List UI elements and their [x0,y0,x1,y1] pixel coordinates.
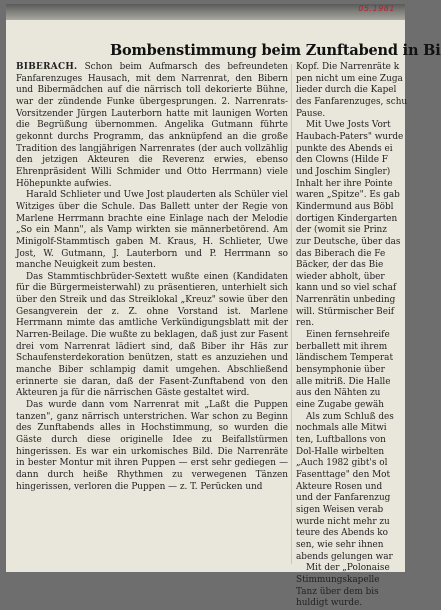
column-2-line: eine Zugabe gewäh [296,400,385,411]
paragraph-text: Schon beim Aufmarsch des befreundeten Fanfarenzuges Hausach, mit dem Narrenrat, den Bibern und Bibermädchen auf die närrisch toll dekorierte Bühne, war der zündende Funke übergesprungen. 2. Narrenrats-Vorsitzender Jürgen Lauterborn hatte mit launigen Worten die Begrüßung übernommen. Angelika Gutmann führte gekonnt durchs Programm, das anknüpfend an die große Tradition des langjährigen Narrenrates (der auch vollzählig den jetzigen Akteuren die Reverenz erwies, ebenso Ehrenpräsident Willi Schmider und Otto Herrmann) viele Höhepunkte aufwies. [16,62,288,189]
handwritten-date-note: 05.1981 [358,4,395,13]
column-2-line: Narrenrätin unbeding [296,295,396,306]
column-2-line: der (womit sie Prinz [296,225,387,236]
column-2-line: pen nicht um eine Zuga [296,73,403,84]
column-2-line: will. Stürmischer Beif [296,306,395,317]
column-2-line: berballett mit ihrem [296,341,388,352]
article-paragraph: Das Stammtischbrüder-Sextett wußte einen (Kandidaten für die Bürgermeisterwahl) zu präsentieren, unterhielt sich über den Streik und das Streiklokal „Kreuz" sowie über den Gesangverein der z. Z. ohne Vorstand ist. Marlene Herrmann mimte das amtliche Verkündigungsblatt mit der Narren-Beilage. Die wußte zu beklagen, daß just zur Fasent drei vom Narrenrat lädiert sind, daß Biber ihr Häs zur Schaufensterdekoration benützen, statt es anzuziehen und manche Biber schlampig damit umgehen. Abschließend erinnerte sie daran, daß der Fasent-Zunftabend von den Akteuren ja für die närrischen Gäste gestaltet wird. [16,271,288,399]
column-2-line: Mit der „Polonaise [306,563,390,574]
column-2-line: abends gelungen war [296,551,393,562]
article-column-1 [16,62,288,493]
column-2-line: ten, Luftballons von [296,435,386,445]
column-2-line: wurde nicht mehr zu [296,516,390,527]
column-2-line: Stimmungskapelle [296,574,380,585]
column-2-line: dortigen Kindergarten [296,213,398,224]
column-2-line: wieder abholt, über [296,271,385,282]
column-2-line: Kindermund aus Böbl [296,201,394,212]
column-2-line: Fasenttage" den Mot [296,469,391,480]
column-2-line: ren. [296,318,315,329]
column-2-line: huldigt wurde. [296,598,363,609]
article-paragraph: Das wurde dann vom Narrenrat mit „Laßt die Puppen tanzen", ganz närrisch unterstrichen. War schon zu Beginn des Zunftabends alles in Hochstimmung, so wurden die Gäste durch diese originelle Idee zu Beifallstürmen hingerissen. Es war ein urkomisches Bild. Die Narrenräte in bester Montur mit ihren Puppen — erst sehr gediegen — dann durch heiße Rhythmen zu verwegenen Tänzen hingerissen, verloren die Puppen — z. T. Perücken und [16,400,288,492]
column-2-line: Tanz über dem bis [296,586,379,597]
column-2-line: Dol-Halle wirbelten [296,446,385,457]
column-2-line: sen, wie sehr ihnen [296,539,384,550]
article-headline: Bombenstimmung beim Zunftabend in Bi [110,42,441,59]
column-2-line: den Clowns (Hilde F [296,155,388,166]
column-2-line: zur Deutsche, über das [296,236,401,247]
column-2-line: sigen Weisen verab [296,504,384,515]
column-2-line: waren „Spitze". Es gab [296,190,400,201]
article-paragraph [16,62,288,190]
article-paragraph: Harald Schlieter und Uwe Jost plauderten als Schüler viel Witziges über die Schule. Das Ballett unter der Regie von Marlene Herrmann brachte eine Einlage nach der Melodie „So ein Mann", als Vamp wirkten sie männerbetörend. Am Minigolf-Stammtisch gaben M. Kraus, H. Schlieter, Uwe Jost, W. Gutmann, J. Lauterborn und P. Herrmann so manche Neuigkeit zum besten. [16,190,288,271]
column-2-line: punkte des Abends ei [296,143,393,154]
column-2-line: Kopf. Die Narrenräte k [296,62,400,72]
column-2-line: Mit Uwe Josts Vort [306,120,391,131]
article-column-2 [296,62,411,610]
column-2-line: Haubach-Paters" wurde [296,131,404,142]
column-2-line: bensymphonie über [296,365,385,376]
column-2-line: teure des Abends ko [296,528,388,539]
column-2-line: und Joschim Singler) [296,166,391,177]
column-2-line: aus den Nähten zu [296,388,381,399]
column-2-line: Als zum Schluß des [306,411,394,422]
column-2-line: kann und so viel schaf [296,283,397,294]
column-divider [291,64,292,564]
column-2-line: das Biberach die Fe [296,248,386,259]
scan-edge-shadow [6,4,405,20]
column-2-line: „Auch 1982 gibt's ol [296,458,388,469]
newspaper-clipping [6,4,441,609]
column-2-line: ländischem Temperat [296,353,394,364]
column-2-line: des Fanfarenzuges, schu [296,96,408,107]
column-2-line: Akteure Rosen und [296,481,383,492]
dateline: BIBERACH. [16,62,78,72]
column-2-line: nochmals alle Mitwi [296,423,387,434]
column-2-line: Bäcker, der das Bie [296,260,384,271]
column-2-line: Einen fernsehreife [306,330,390,341]
column-2-line: Pause. [296,108,326,119]
column-2-line: alle mitriß. Die Halle [296,376,391,387]
column-2-line: und der Fanfarenzug [296,493,391,504]
column-2-line: lieder durch die Kapel [296,85,397,96]
column-2-line: Inhalt her ihre Pointe [296,178,393,189]
